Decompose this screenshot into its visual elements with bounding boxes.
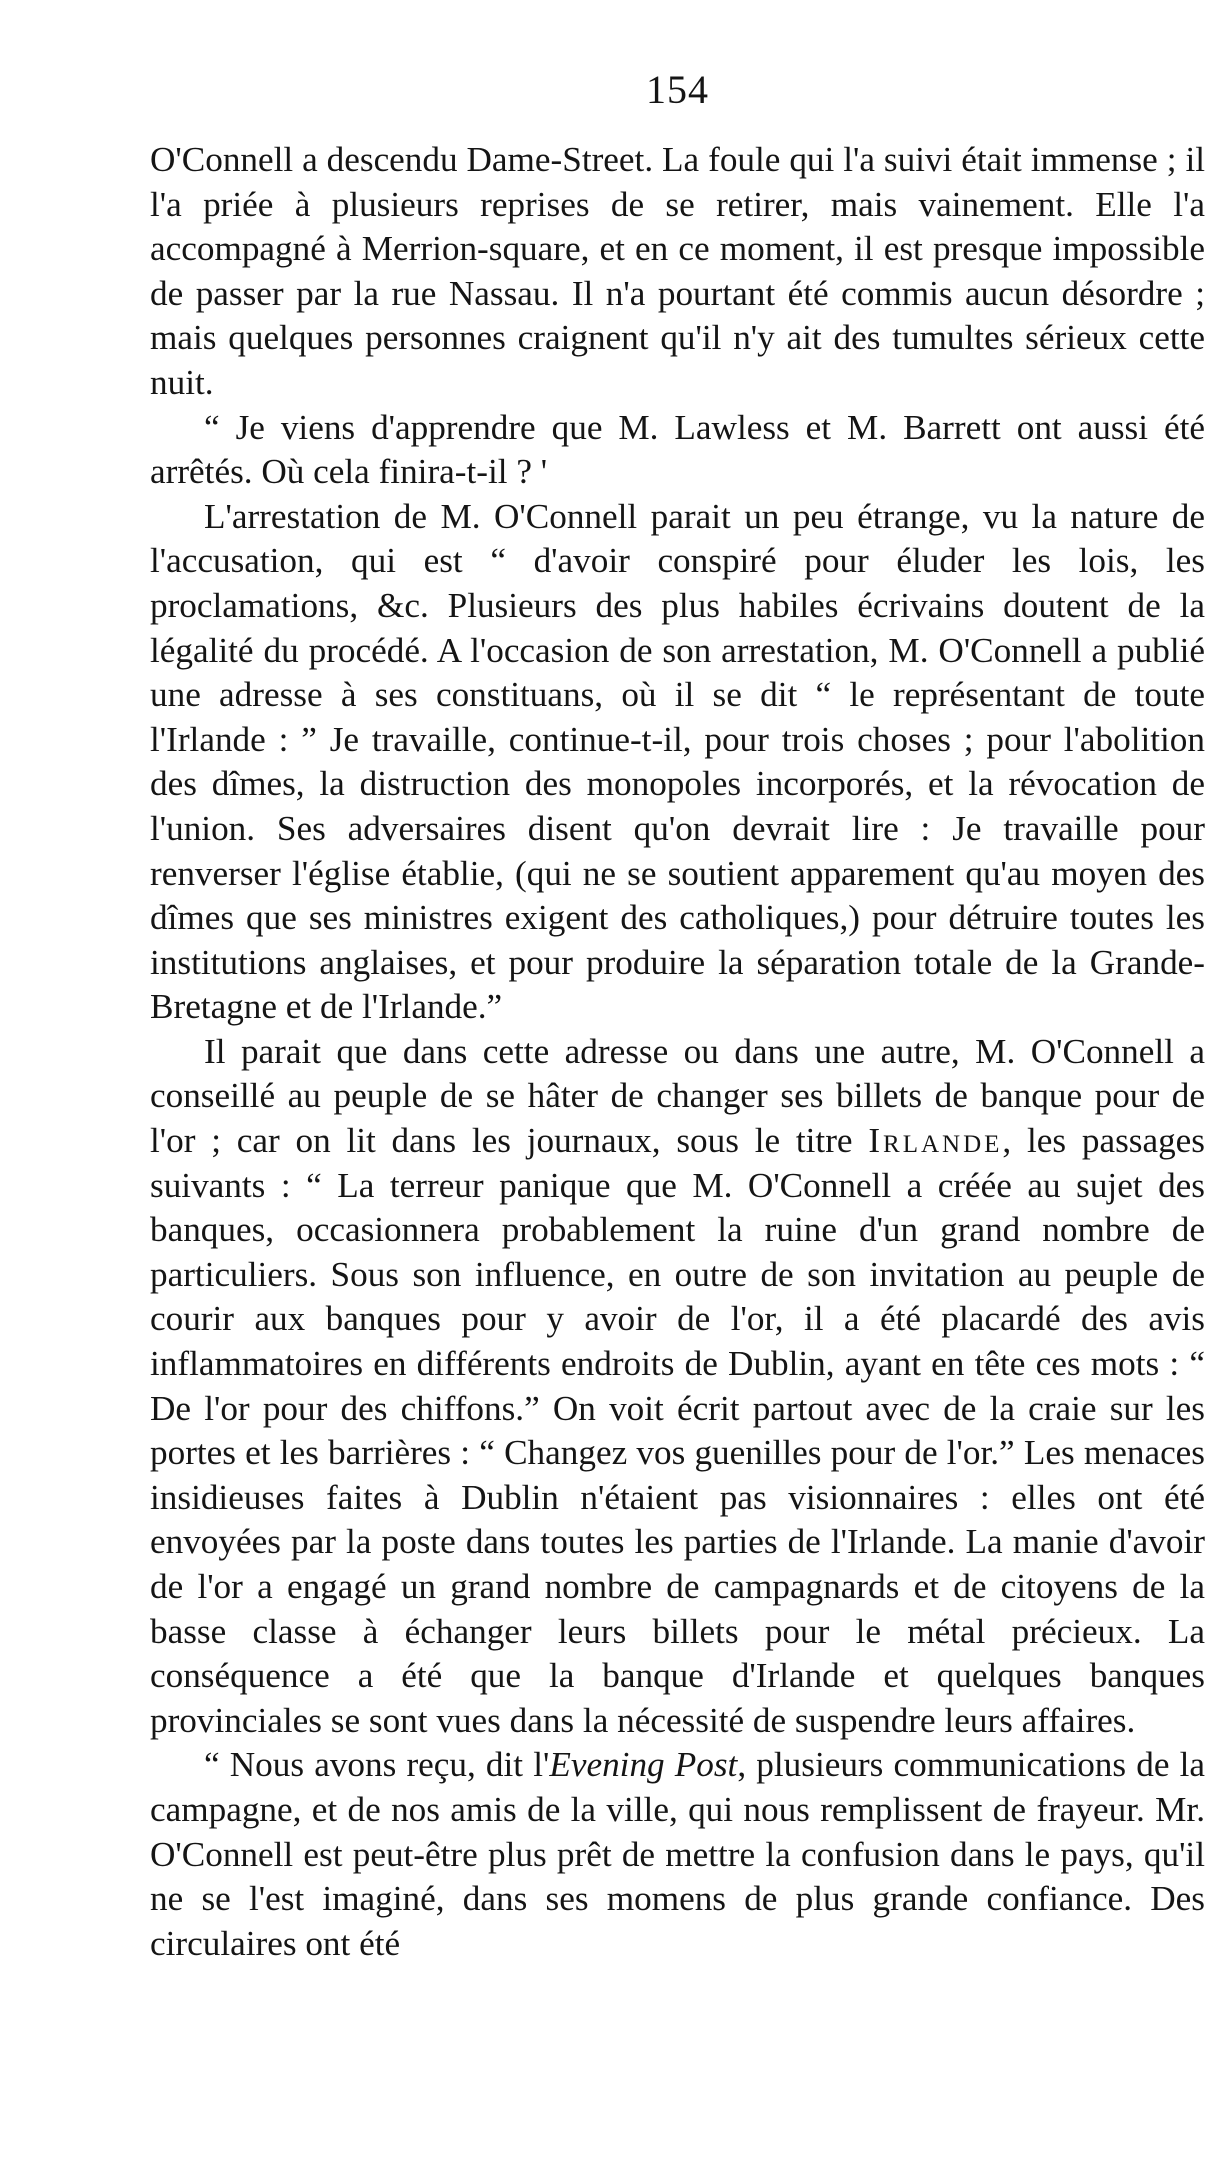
paragraph-2: “ Je viens d'apprendre que M. Lawless et M. Barrett ont aussi été arrêtés. Où cela finira-t-il ? ' [150,407,1205,492]
paragraph-5-part-1: “ Nous avons reçu, dit l' [204,1745,550,1785]
paragraph-5-part-2: , plusieurs communications de la campagne, et de nos amis de la ville, qui nous remplissent de frayeur. Mr. O'Connell est peut-être plus prêt de mettre la confusion dans le pays, qu'il ne se l'est imaginé, dans ses momens de plus grande confiance. Des circulaires ont été [150,1745,1205,1963]
page-number: 154 [646,67,709,112]
paragraph-4-part-1: Il parait que dans cette adresse ou dans une autre, M. O'Connell a conseillé au peuple de se hâter de changer ses billets de banque pour de l'or ; car on lit dans les journaux, sous le titre [150,1031,1205,1161]
paragraph-4 [150,1030,1205,1744]
paragraph-5 [150,1743,1205,1966]
book-page [150,67,1205,1966]
body-text [150,138,1205,1966]
section-title-irlande: Irlande [868,1121,1003,1161]
paragraph-4-part-2: , les passages suivants : “ La terreur panique que M. O'Connell a créée au sujet des banques, occasionnera probablement la ruine d'un grand nombre de particuliers. Sous son influence, en outre de son invitation au peuple de courir aux banques pour y avoir de l'or, il a été placardé des avis inflammatoires en différents endroits de Dublin, ayant en tête ces mots : “ De l'or pour des chiffons.” On voit écrit partout avec de la craie sur les portes et les barrières : “ Changez vos guenilles pour de l'or.” Les menaces insidieuses faites à Dublin n'étaient pas visionnaires : elles ont été envoyées par la poste dans toutes les parties de l'Irlande. La manie d'avoir de l'or a engagé un grand nombre de campagnards et de citoyens de la basse classe à échanger leurs billets pour le métal précieux. La conséquence a été que la banque d'Irlande et quelques banques provinciales se sont vues dans la nécessité de suspendre leurs affaires. [150,1121,1205,1740]
newspaper-title: Evening Post [549,1745,738,1785]
paragraph-1: O'Connell a descendu Dame-Street. La foule qui l'a suivi était immense ; il l'a priée à plusieurs reprises de se retirer, mais vainement. Elle l'a accompagné à Merrion-square, et en ce moment, il est presque impossible de passer par la rue Nassau. Il n'a pourtant été commis aucun désordre ; mais quelques personnes craignent qu'il n'y ait des tumultes sérieux cette nuit. [150,140,1205,402]
paragraph-3: L'arrestation de M. O'Connell parait un peu étrange, vu la nature de l'accusation, qui est “ d'avoir conspiré pour éluder les lois, les proclamations, &c. Plusieurs des plus habiles écrivains doutent de la légalité du procédé. A l'occasion de son arrestation, M. O'Connell a publié une adresse à ses constituans, où il se dit “ le représentant de toute l'Irlande : ” Je travaille, continue-t-il, pour trois choses ; pour l'abolition des dîmes, la distruction des monopoles incorporés, et la révocation de l'union. Ses adversaires disent qu'on devrait lire : Je travaille pour renverser l'église établie, (qui ne se soutient apparement qu'au moyen des dîmes que ses ministres exigent des catholiques,) pour détruire toutes les institutions anglaises, et pour produire la séparation totale de la Grande-Bretagne et de l'Irlande.” [150,496,1205,1027]
